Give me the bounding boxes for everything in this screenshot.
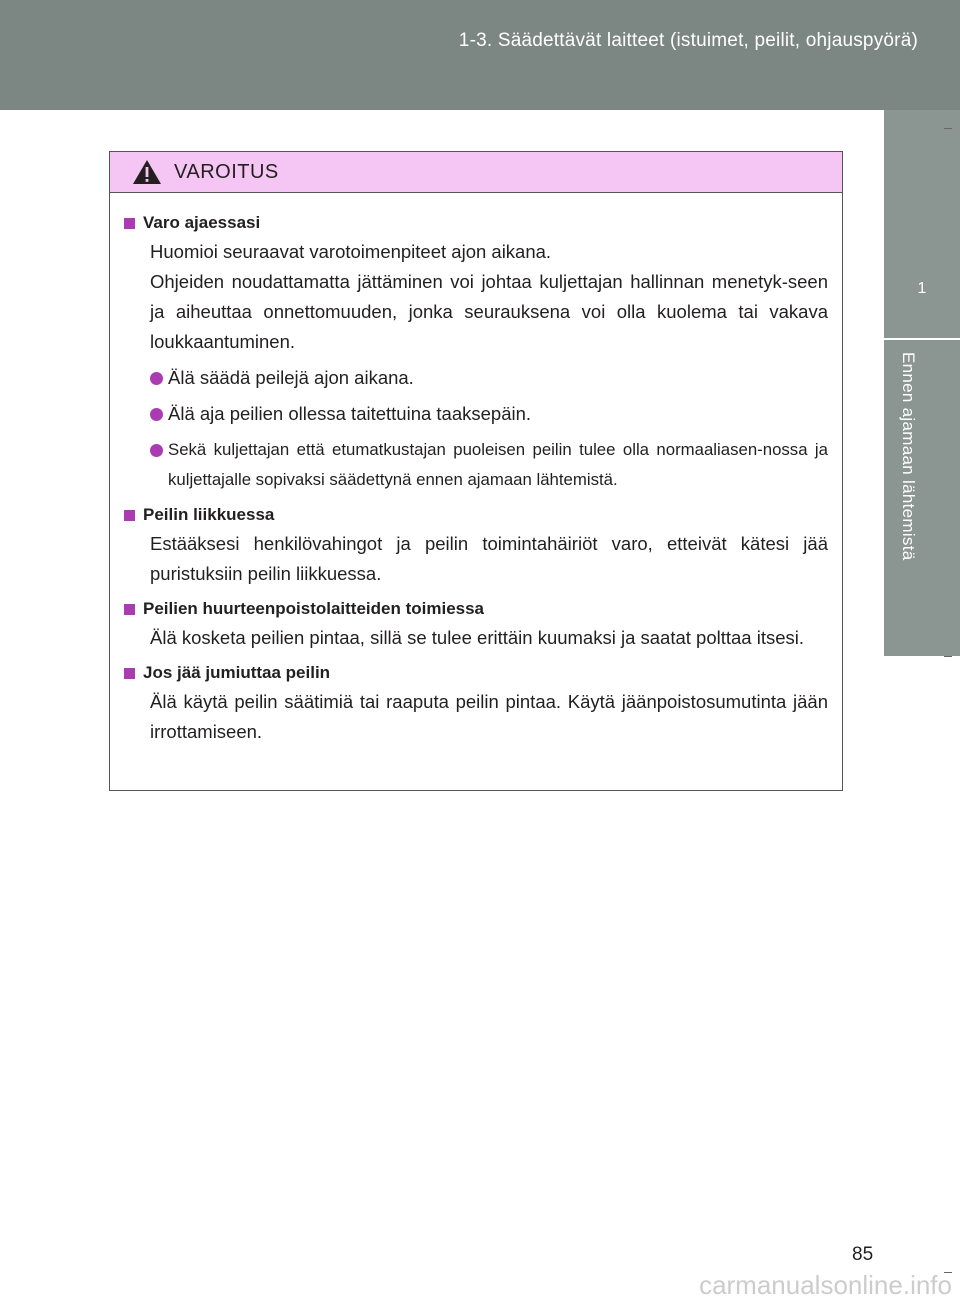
section-heading	[124, 505, 828, 525]
list-item-text: Älä aja peilien ollessa taitettuina taaksepäin.	[168, 403, 532, 424]
section-heading-text: Jos jää jumiuttaa peilin	[143, 663, 331, 682]
list-item-text: Sekä kuljettajan että etumatkustajan puoleisen peilin tulee olla normaaliasen-nossa ja kuljettajalle sopivaksi säädettynä ennen ajamaan lähtemistä.	[168, 440, 828, 489]
warning-body	[110, 193, 842, 747]
paragraph: Älä kosketa peilien pintaa, sillä se tulee erittäin kuumaksi ja saatat polttaa itsesi.	[150, 627, 805, 648]
paragraph: Ohjeiden noudattamatta jättäminen voi johtaa kuljettajan hallinnan menetyk-seen ja aiheuttaa onnettomuuden, jonka seurauksena voi olla kuolema tai vakava loukkaantuminen.	[150, 271, 828, 352]
round-bullet-icon	[150, 408, 163, 421]
warning-header	[110, 152, 842, 193]
paragraph: Estääksesi henkilövahingot ja peilin toimintahäiriöt varo, etteivät kätesi jää puristuksiin peilin liikkuessa.	[150, 533, 828, 584]
crop-mark	[944, 656, 952, 657]
round-bullet-icon	[150, 444, 163, 457]
section-heading-text: Varo ajaessasi	[143, 213, 261, 232]
chapter-title: Ennen ajamaan lähtemistä	[899, 352, 918, 561]
list-item	[150, 363, 828, 393]
section-heading	[124, 213, 828, 233]
chapter-tab-lower	[884, 340, 960, 656]
warning-box	[109, 151, 843, 791]
list-item-text: Älä säädä peilejä ajon aikana.	[168, 367, 414, 388]
section-title: 1-3. Säädettävät laitteet (istuimet, peilit, ohjauspyörä)	[458, 30, 918, 51]
square-bullet-icon	[124, 218, 135, 229]
section-heading-text: Peilien huurteenpoistolaitteiden toimiessa	[143, 599, 485, 618]
paragraph: Huomioi seuraavat varotoimenpiteet ajon aikana.	[150, 241, 552, 262]
round-bullet-icon	[150, 372, 163, 385]
section-heading	[124, 663, 828, 683]
paragraph: Älä käytä peilin säätimiä tai raaputa peilin pintaa. Käytä jäänpoistosumutinta jään irrottamiseen.	[150, 691, 828, 742]
chapter-number: 1	[917, 280, 927, 297]
warning-label: VAROITUS	[174, 160, 279, 183]
header-band	[0, 0, 960, 110]
square-bullet-icon	[124, 510, 135, 521]
crop-mark	[944, 128, 952, 129]
watermark: carmanualsonline.info	[699, 1270, 952, 1300]
list-item	[150, 399, 828, 429]
chapter-tab-upper	[884, 110, 960, 340]
section-heading	[124, 599, 828, 619]
square-bullet-icon	[124, 668, 135, 679]
list-item	[150, 435, 828, 495]
square-bullet-icon	[124, 604, 135, 615]
page-number: 85	[852, 1244, 874, 1265]
section-heading-text: Peilin liikkuessa	[143, 505, 275, 524]
warning-triangle-icon	[132, 159, 162, 185]
